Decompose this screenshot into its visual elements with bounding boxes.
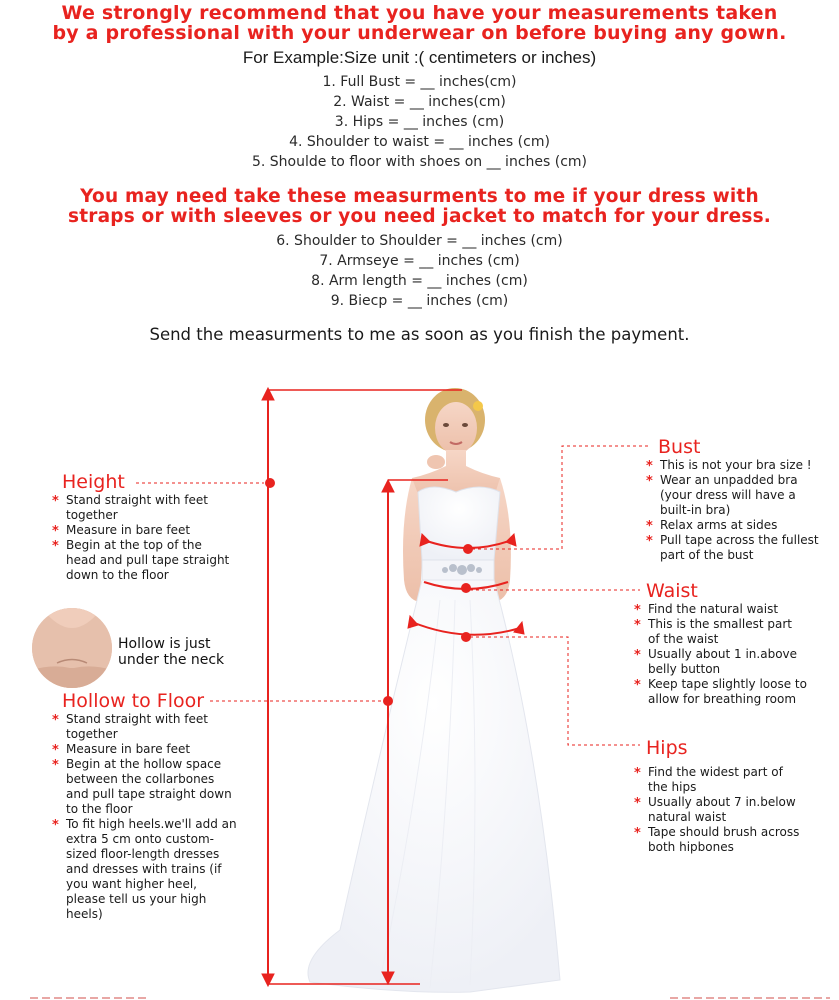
bust-title: Bust: [658, 436, 701, 458]
list-item: * To fit high heels.we'll add an extra 5 cm onto custom-sized floor-length dresses and dresses with trains (if you want higher heel, please tell us your high heels): [50, 817, 238, 922]
waist-section: [632, 580, 822, 707]
list-item: * Stand straight with feet together: [50, 712, 216, 742]
list-item: * Tape should brush across both hipbones: [632, 825, 808, 855]
list-item: * Measure in bare feet: [50, 523, 230, 538]
measurement-item: 8. Arm length = __ inches (cm): [311, 273, 528, 289]
list-item: * Stand straight with feet together: [50, 493, 216, 523]
recommend-heading: [0, 3, 839, 43]
hollow-note: [118, 636, 224, 668]
list-item: * Find the natural waist: [632, 602, 822, 617]
waist-title: Waist: [646, 580, 698, 602]
measurement-list-basic: [0, 72, 839, 172]
measurement-item: 6. Shoulder to Shoulder = __ inches (cm): [276, 233, 563, 249]
recommend-line-2: by a professional with your underwear on before buying any gown.: [52, 22, 787, 44]
list-item: * Measure in bare feet: [50, 742, 240, 757]
list-item: * Begin at the hollow space between the collarbones and pull tape straight down to the floor: [50, 757, 236, 817]
hips-title: Hips: [646, 737, 688, 759]
bust-list: [644, 458, 824, 563]
send-measurements-note: Send the measurments to me as soon as you finish the payment.: [149, 325, 690, 344]
recommend-line-1: We strongly recommend that you have your measurements taken: [61, 2, 778, 24]
height-section: [50, 471, 230, 583]
measurement-item: 3. Hips = __ inches (cm): [334, 114, 505, 130]
list-item: * Usually about 1 in.above belly button: [632, 647, 798, 677]
list-item: * Usually about 7 in.below natural waist: [632, 795, 798, 825]
bust-section: [644, 436, 824, 563]
measurement-item: 7. Armseye = __ inches (cm): [319, 253, 520, 269]
measurement-item: 2. Waist = __ inches(cm): [333, 94, 506, 110]
measurement-item: 9. Biecp = __ inches (cm): [330, 293, 509, 309]
hollow-neck-photo: [32, 608, 112, 688]
sleeves-notice: [0, 187, 839, 227]
measurement-item: 5. Shoulde to floor with shoes on __ inches (cm): [251, 154, 588, 170]
list-item: * Relax arms at sides: [644, 518, 824, 533]
hollow-to-floor-section: [50, 690, 240, 922]
hollow-to-floor-title: Hollow to Floor: [62, 690, 205, 712]
measurement-list-extra: [0, 231, 839, 311]
list-item: * Pull tape across the fullest part of the bust: [644, 533, 830, 563]
list-item: * Wear an unpadded bra (your dress will have a built-in bra): [644, 473, 810, 518]
bottom-divider: [0, 995, 839, 1000]
list-item: * Keep tape slightly loose to allow for breathing room: [632, 677, 808, 707]
model-figure: [308, 388, 560, 992]
height-list: [50, 493, 230, 583]
list-item: * Find the widest part of the hips: [632, 765, 798, 795]
hollow-note-line-1: Hollow is just: [118, 636, 211, 652]
example-line: For Example:Size unit :( centimeters or inches): [242, 48, 597, 67]
list-item: * This is not your bra size !: [644, 458, 824, 473]
list-item: * Begin at the top of the head and pull tape straight down to the floor: [50, 538, 230, 583]
list-item: * This is the smallest part of the waist: [632, 617, 798, 647]
measurement-item: 1. Full Bust = __ inches(cm): [322, 74, 517, 90]
hips-list: [632, 765, 822, 855]
measurement-item: 4. Shoulder to waist = __ inches (cm): [289, 134, 550, 150]
waist-list: [632, 602, 822, 707]
hips-section: [632, 737, 822, 855]
sleeves-notice-line-2: straps or with sleeves or you need jacket to match for your dress.: [67, 206, 772, 227]
hollow-note-line-2: under the neck: [118, 652, 225, 668]
sleeves-notice-line-1: You may need take these measurments to me if your dress with: [80, 186, 759, 207]
height-title: Height: [62, 471, 125, 493]
hollow-to-floor-list: [50, 712, 240, 922]
